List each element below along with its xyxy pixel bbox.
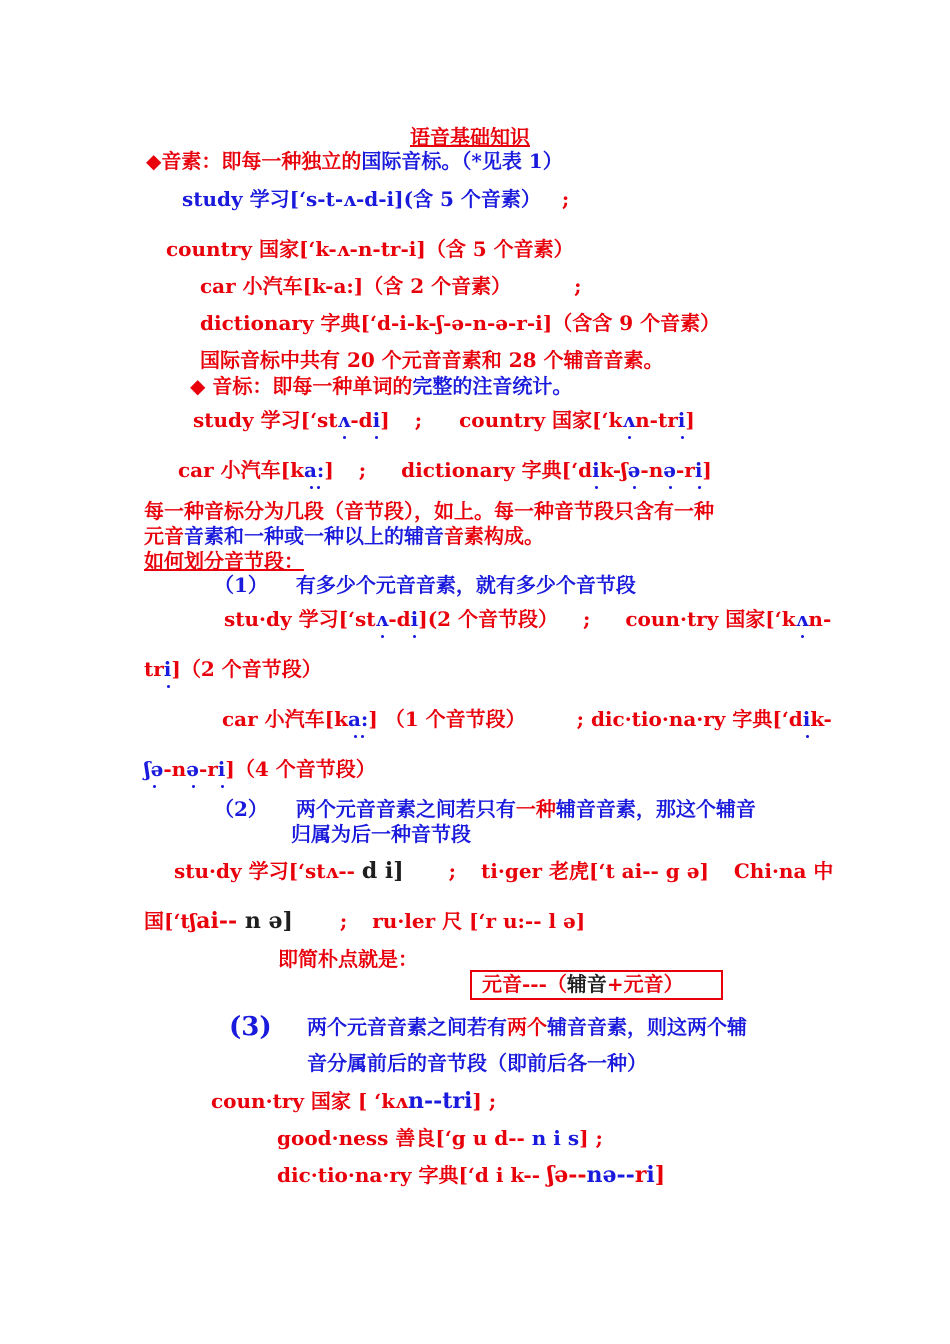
text: k- (810, 707, 832, 731)
example-syllables-study-country (193, 407, 695, 433)
phoneme-definition (146, 148, 563, 174)
separator: ; (574, 274, 582, 298)
vowel: i (372, 408, 381, 432)
text: tr (144, 657, 164, 681)
rule-2-heading-line-2: 归属为后一种音节段 (291, 822, 471, 846)
rule-2-example-line-2 (144, 908, 585, 934)
example-study-phonemes (182, 186, 569, 212)
separator: ; (358, 458, 367, 482)
text: -n (640, 458, 664, 482)
rule-1-heading (214, 572, 636, 598)
text: ] ; (472, 1089, 497, 1113)
text: i (646, 1162, 655, 1188)
page-title: 语音基础知识 (410, 125, 530, 149)
phoneme-label: 音素：即每一种独立的 (161, 149, 362, 173)
text: -r (675, 458, 695, 482)
separator: ; (583, 607, 591, 631)
text: +元音） (606, 972, 684, 996)
example-country-phonemes: country 国家[‘k-ʌ-n-tr-i]（含 5 个音素） (166, 237, 574, 261)
text: ] ; (579, 1126, 603, 1150)
rule-1-example-line-3 (222, 706, 832, 732)
text: dic·tio·na·ry 字典[‘d i k-- (277, 1163, 547, 1187)
rule-1-example-line-2 (144, 656, 322, 682)
text: coun·try 国家 [ ‘kʌ (211, 1089, 408, 1113)
text: study 学习[‘st (193, 408, 338, 432)
text: ](2 个音节段） (418, 607, 559, 631)
symbol-label-2: 完整的注音统计。 (412, 374, 573, 398)
text: stu·dy 学习[‘stʌ-- (174, 859, 362, 883)
rule-text: 辅音音素，那这个辅音 (555, 797, 756, 821)
text: coun·try 国家[‘k (625, 607, 796, 631)
example-car-phonemes (200, 273, 581, 299)
vowel: i (802, 707, 811, 731)
phoneme-label-2: 国际音标。（*见表 1） (361, 149, 563, 173)
text: car 小汽车[k (222, 707, 348, 731)
paragraph-line-2 (144, 523, 544, 549)
example-syllables-car-dictionary (178, 457, 712, 483)
text: n-tr (635, 408, 678, 432)
rule-emphasis: 一种 (515, 797, 556, 821)
text: dictionary 字典[‘d (401, 458, 593, 482)
vowel: ə (627, 458, 641, 482)
vowel: i (163, 657, 172, 681)
text: ti·ger 老虎[‘t ai-- g ə] (481, 859, 709, 883)
text: country 国家[‘k (459, 408, 623, 432)
text: 音素构成。 (444, 524, 544, 548)
section-heading-how-to-divide: 如何划分音节段： (144, 549, 304, 573)
text: n--tr (407, 1088, 464, 1114)
rule-3-example-country (211, 1088, 496, 1114)
vowel: i (410, 607, 419, 631)
diamond-bullet-icon: ◆ (146, 149, 162, 173)
separator: ; (414, 408, 423, 432)
vowel: ʌ (622, 408, 636, 432)
vowel: ʃə (144, 757, 164, 781)
vowel: ʌ (795, 607, 809, 631)
rule-number: （2） (214, 797, 268, 821)
phoneme-total-note: 国际音标中共有 20 个元音音素和 28 个辅音音素。 (200, 348, 664, 372)
separator: ; (561, 187, 570, 211)
vowel: a: (347, 707, 369, 731)
rule-2-example-line-1 (174, 858, 833, 884)
text: i (463, 1088, 473, 1114)
text: ] (654, 1162, 666, 1188)
summary-box (470, 970, 723, 1000)
text: ]（2 个音节段） (171, 657, 322, 681)
vowel: ʌ (375, 607, 389, 631)
vowel: i (677, 408, 686, 432)
rule-emphasis: 两个 (507, 1015, 547, 1039)
vowel: a: (303, 458, 325, 482)
rule-number: （1） (214, 573, 268, 597)
text: 音素和一种或一种以上的 (184, 524, 404, 548)
rule-3-number (229, 1012, 272, 1043)
rule-text: 有多少个元音音素，就有多少个音节段 (295, 573, 636, 597)
text: nə-- (586, 1162, 635, 1188)
rule-2-heading (214, 796, 756, 822)
text: 辅音 (566, 972, 607, 996)
text: d i] (361, 858, 404, 884)
example-dictionary-phonemes: dictionary 字典[‘d-i-k-ʃ-ə-n-ə-r-i]（含含 9 个音素） (200, 311, 721, 335)
vowel: i (694, 458, 703, 482)
text: n- (808, 607, 832, 631)
text: 元音 (144, 524, 184, 548)
simple-summary-label: 即简朴点就是： (278, 947, 418, 971)
separator: ; (448, 859, 457, 883)
paragraph-line-1: 每一种音标分为几段（音节段），如上。每一种音节段只含有一种 (144, 499, 714, 523)
rule-1-example-line-1 (224, 606, 831, 632)
symbol-definition (190, 373, 572, 399)
text: n i s (531, 1126, 580, 1150)
text: 辅音 (404, 524, 444, 548)
rule-number: (3) (229, 1012, 272, 1042)
text: -d (350, 408, 373, 432)
rule-1-example-line-4 (144, 756, 376, 782)
text: 元音---（ (482, 972, 567, 996)
diamond-bullet-icon: ◆ (190, 374, 206, 398)
example-study-text: study 学习[‘s-t-ʌ-d-i](含 5 个音素） (182, 187, 541, 211)
text: -n (163, 757, 187, 781)
text: ru·ler 尺 [‘r u:-- l ə] (372, 909, 586, 933)
text: ; dic·tio·na·ry 字典[‘d (576, 707, 803, 731)
text: stu·dy 学习[‘st (224, 607, 376, 631)
text: good·ness 善良[‘g u d-- (277, 1126, 532, 1150)
rule-text: 辅音音素，则这两个辅 (547, 1015, 747, 1039)
text: -d (388, 607, 411, 631)
text: 国[‘tʃ (144, 909, 197, 933)
example-car-text: car 小汽车[k-a:]（含 2 个音素） (200, 274, 512, 298)
rule-text: 两个元音音素之间若有 (307, 1015, 507, 1039)
text: n ə] (244, 908, 293, 934)
rule-3-heading (307, 1014, 747, 1040)
vowel: i (217, 757, 226, 781)
rule-3-example-goodness (277, 1125, 603, 1151)
text: car 小汽车[k (178, 458, 304, 482)
text: ] (685, 408, 695, 432)
text: ]（4 个音节段） (225, 757, 376, 781)
text: ai-- (196, 908, 245, 934)
text: k-ʃ (599, 458, 628, 482)
text: r (634, 1162, 647, 1188)
symbol-label: 音标：即每一种单词的 (205, 374, 413, 398)
text: ] （1 个音节段） (368, 707, 526, 731)
text: ] (702, 458, 712, 482)
rule-3-example-dictionary (277, 1162, 665, 1188)
text: ] (380, 408, 390, 432)
text: Chi·na 中 (733, 859, 834, 883)
separator: ; (339, 909, 348, 933)
vowel: ə (663, 458, 676, 482)
vowel: ə (186, 757, 199, 781)
vowel: i (592, 458, 600, 482)
text: -r (198, 757, 218, 781)
rule-text: 两个元音音素之间若只有 (295, 797, 516, 821)
rule-3-heading-line-2: 音分属前后的音节段（即前后各一种） (307, 1051, 647, 1075)
text: ʃə-- (547, 1162, 587, 1188)
text: ] (324, 458, 334, 482)
vowel: ʌ (337, 408, 351, 432)
